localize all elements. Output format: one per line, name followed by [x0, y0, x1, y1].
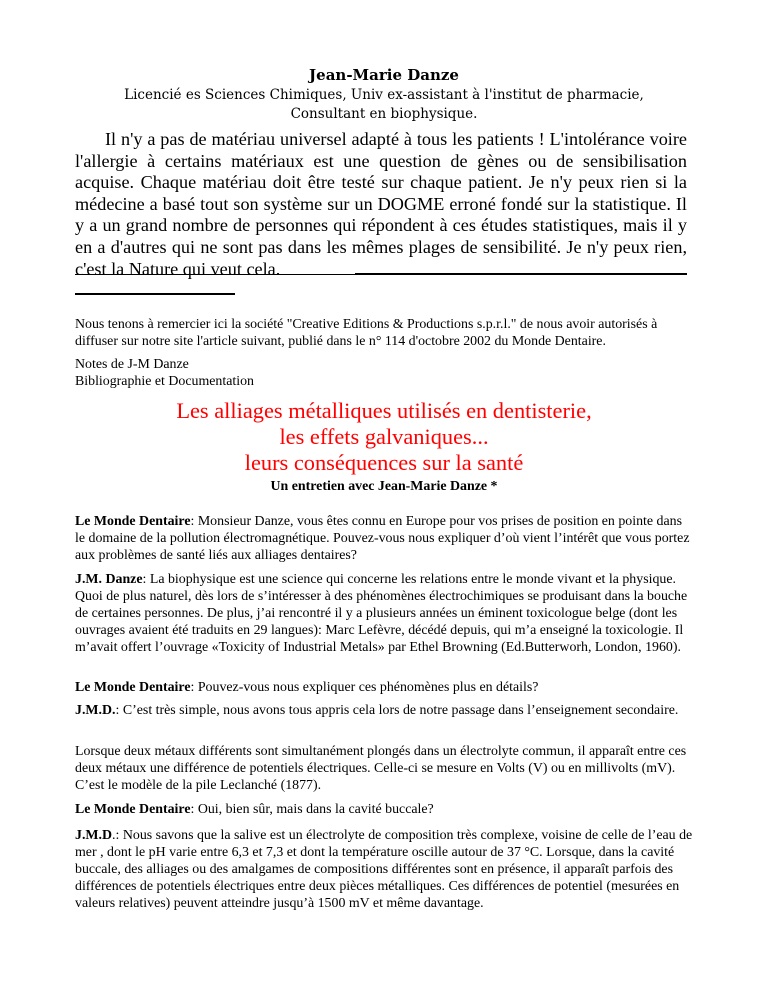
interview-paragraph — [75, 513, 693, 564]
speaker-separator: : — [190, 680, 198, 695]
speaker-label: Le Monde Dentaire — [75, 802, 191, 817]
acknowledgement-paragraph: Nous tenons à remercier ici la société "Creative Editions & Productions s.p.r.l." de nous avoir autorisés à diffuser sur notre site l'article suivant, publié dans le n° 114 d'octobre 2002 du Monde Dentaire. — [75, 317, 658, 349]
article-title-line-1: Les alliages métalliques utilisés en dentisterie, — [176, 398, 592, 423]
paragraph-text: C’est très simple, nous avons tous appris cela lors de notre passage dans l’enseignement secondaire. — [122, 703, 679, 718]
interview-paragraph — [75, 679, 693, 696]
author-credentials — [0, 86, 768, 124]
speaker-label: Le Monde Dentaire — [75, 514, 191, 529]
notes-block — [75, 356, 693, 390]
speaker-separator: : — [142, 572, 150, 587]
paragraph-text: Lorsque deux métaux différents sont simultanément plongés dans un électrolyte commun, il apparaît entre ces deux métaux une différence de potentiels électriques. Celle-ci se mesure en Volts (V) ou en millivolts (mV). C’est le modèle de la pile Leclanché (1877). — [75, 744, 687, 793]
notes-bibliography: Bibliographie et Documentation — [75, 374, 254, 389]
interview-paragraph — [75, 743, 693, 794]
speaker-separator: : — [190, 514, 198, 529]
separator-line-thick — [355, 273, 687, 275]
interview-paragraph — [75, 827, 693, 912]
credentials-line-1: Licencié es Sciences Chimiques, Univ ex-assistant à l'institut de pharmacie, — [124, 87, 644, 103]
article-title-line-3: leurs conséquences sur la santé — [244, 450, 524, 475]
notes-author: Notes de J-M Danze — [75, 357, 189, 372]
author-name: Jean-Marie Danze — [309, 66, 459, 84]
interview-paragraph — [75, 702, 693, 719]
paragraph-text: Oui, bien sûr, mais dans la cavité buccale? — [197, 802, 434, 817]
speaker-label: J.M. Danze — [75, 572, 143, 587]
speaker-label: J.M.D — [75, 828, 113, 843]
credentials-line-2: Consultant en biophysique. — [290, 106, 478, 122]
paragraph-text: La biophysique est une science qui concerne les relations entre le monde vivant et la physique. Quoi de plus naturel, dès lors de s’intéresser à des phénomènes électrochimiques se produisant dans la bouche de certaines personnes. De plus, j’ai rencontré il y a plusieurs années un éminent toxicologue belge (dont les ouvrages avaient été traduits en 29 langues): Marc Lefèvre, décédé depuis, qui m’a enseigné la toxicologie. Il m’avait offert l’ouvrage «Toxicity of Industrial Metals» par Ethel Browning (Ed.Butterworh, London, 1960). — [75, 572, 688, 655]
article-title-line-2: les effets galvaniques... — [279, 424, 489, 449]
speaker-separator: : — [115, 703, 123, 718]
speaker-label: J.M.D. — [75, 703, 116, 718]
speaker-separator: .: — [112, 828, 123, 843]
paragraph-text: Monsieur Danze, vous êtes connu en Europe pour vos prises de position en pointe dans le domaine de la pollution électromagnétique. Pouvez-vous nous expliquer d’où vient l’intérêt que vous portez aux problèmes de santé liés aux alliages dentaires? — [75, 514, 690, 563]
paragraph-text: Nous savons que la salive est un électrolyte de composition très complexe, voisine de celle de l’eau de mer , dont le pH varie entre 6,3 et 7,3 et dont la température oscille autour de 37 °C. Lorsque, dans la cavité buccale, des alliages ou des amalgames de compositions différentes sont en présence, il apparaît parfois des différences de potentiels électriques entre deux pièces métalliques. Ces différences de potentiel (mesurées en valeurs relatives) peuvent atteindre jusqu’à 1500 mV et même davantage. — [75, 828, 693, 911]
interview-paragraph — [75, 571, 693, 656]
footnote-separator — [75, 293, 235, 295]
speaker-label: Le Monde Dentaire — [75, 680, 191, 695]
intro-paragraph: Il n'y a pas de matériau universel adapté à tous les patients ! L'intolérance voire l'allergie à certains matériaux est une question de gènes ou de sensibilisation acquise. Chaque matériau doit être testé sur chaque patient. Je n'y peux rien si la médecine a basé tout son système sur un DOGME erroné fondé sur la statistique. Il y a un grand nombre de personnes qui répondent à ces études statistiques, mais il y en a d'autres qui ne sont pas dans les mêmes plages de sensibilité. Je n'y peux rien, c'est la Nature qui veut cela. — [75, 129, 687, 279]
article-subtitle: Un entretien avec Jean-Marie Danze * — [270, 479, 498, 494]
paragraph-text: Pouvez-vous nous expliquer ces phénomènes plus en détails? — [197, 680, 539, 695]
speaker-separator: : — [190, 802, 198, 817]
article-title — [0, 398, 768, 476]
interview-paragraph — [75, 801, 693, 818]
